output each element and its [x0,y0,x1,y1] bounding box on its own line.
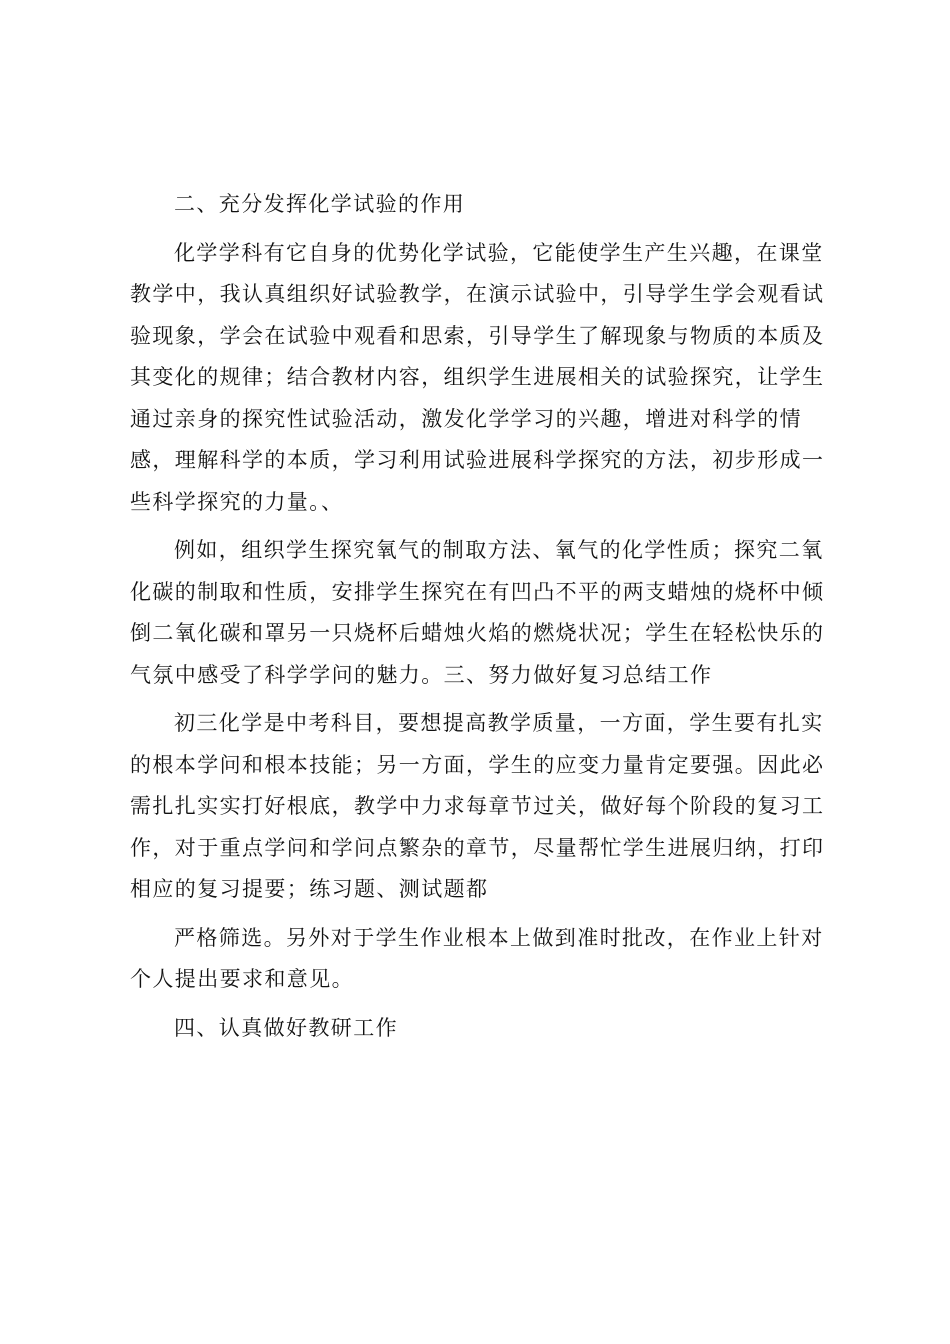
paragraph-line: 相应的复习提要；练习题、测试题都 [130,877,489,901]
paragraph-line: 其变化的规律；结合教材内容，组织学生进展相关的试验探究，让学生 [130,365,825,389]
paragraph-line: 严格筛选。另外对于学生作业根本上做到准时批改，在作业上针对 [174,925,824,950]
paragraph-line: 化学学科有它自身的优势化学试验，它能使学生产生兴趣，在课堂 [174,240,824,265]
paragraph-line: 倒二氧化碳和罩另一只烧杯后蜡烛火焰的燃烧状况；学生在轻松快乐的 [130,621,825,645]
paragraph-line: 教学中，我认真组织好试验教学，在演示试验中，引导学生学会观看试 [130,282,825,306]
paragraph-examples [130,530,834,696]
paragraph-line: 验现象，学会在试验中观看和思索，引导学生了解现象与物质的本质及 [130,323,825,348]
paragraph-line: 气氛中感受了科学学问的魅力。三、努力做好复习总结工作 [130,662,713,687]
paragraph-line: 例如，组织学生探究氧气的制取方法、氧气的化学性质；探究二氧 [174,538,824,562]
paragraph-line: 个人提出要求和意见。 [130,967,354,991]
paragraph-line: 初三化学是中考科目，要想提高教学质量，一方面，学生要有扎实 [174,711,824,735]
paragraph-line: 需扎扎实实打好根底，教学中力求每章节过关，做好每个阶段的复习工 [130,794,825,818]
paragraph-chemistry-experiments [130,233,834,524]
paragraph-line: 感，理解科学的本质，学习利用试验进展科学探究的方法，初步形成一 [130,448,825,472]
paragraph-line: 化碳的制取和性质，安排学生探究在有凹凸不平的两支蜡烛的烧杯中倾 [130,579,825,604]
section-heading-2: 二、充分发挥化学试验的作用 [174,192,466,216]
paragraph-homework-feedback [130,918,834,1001]
document-body [130,184,834,1056]
section-heading-4: 四、认真做好教研工作 [174,1015,398,1040]
paragraph-line: 的根本学问和根本技能；另一方面，学生的应变力量肯定要强。因此必 [130,752,825,777]
paragraph-line: 通过亲身的探究性试验活动，激发化学学习的兴趣，增进对科学的情 [130,406,802,431]
paragraph-review-work [130,703,834,911]
paragraph-line: 些科学探究的力量。、 [130,489,344,514]
paragraph-line: 作，对于重点学问和学问点繁杂的章节，尽量帮忙学生进展归纳，打印 [130,835,825,860]
